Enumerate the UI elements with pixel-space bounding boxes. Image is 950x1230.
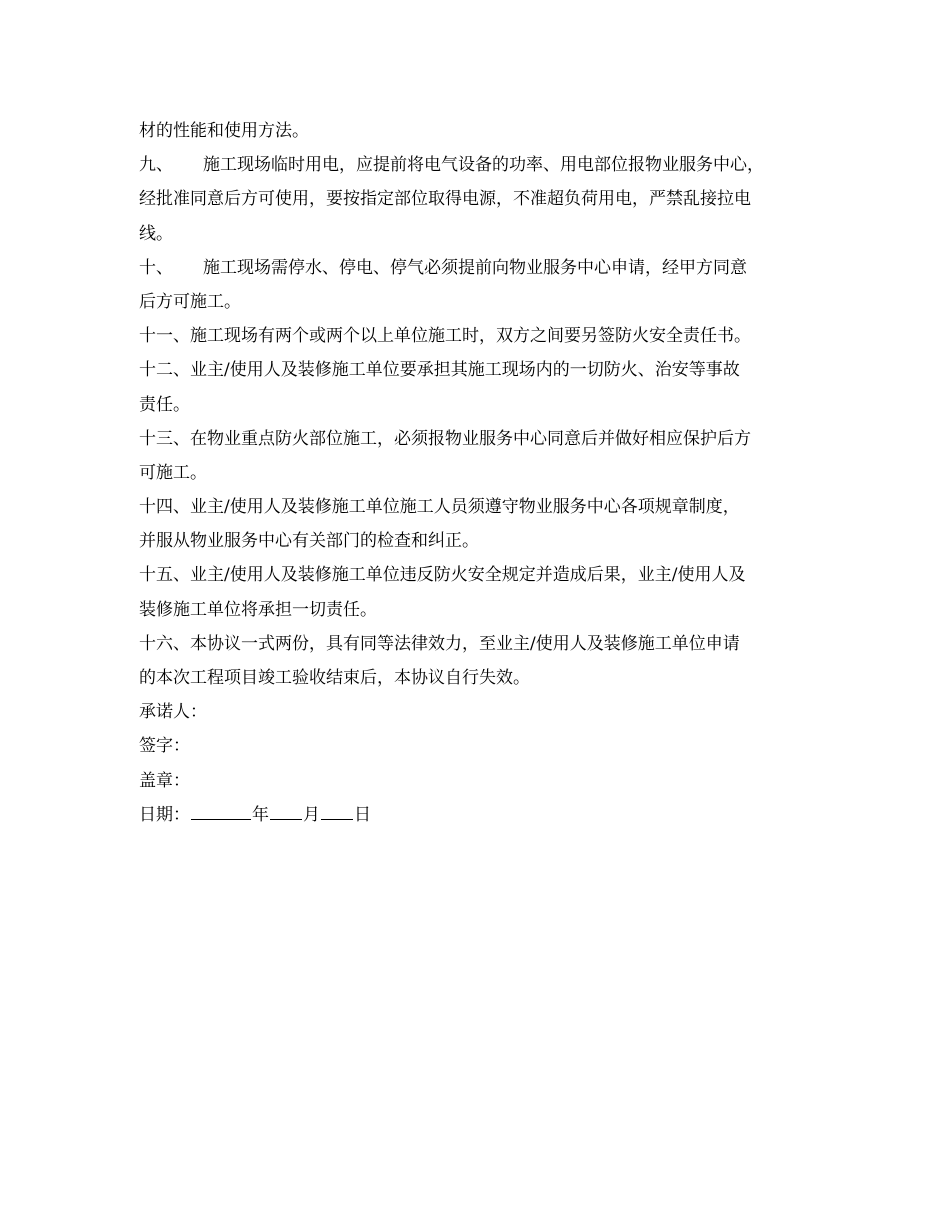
- clause-number: 九、: [139, 155, 173, 176]
- text-line: 线。: [139, 223, 173, 244]
- text-line: 经批准同意后方可使用，要按指定部位取得电源，不准超负荷用电，严禁乱接拉电: [139, 189, 751, 210]
- clause-10: [139, 251, 829, 285]
- clause-16: 十六、本协议一式两份，具有同等法律效力，至业主/使用人及装修施工单位申请: [139, 633, 740, 654]
- clause-9: [139, 148, 829, 182]
- clause-15: 十五、业主/使用人及装修施工单位违反防火安全规定并造成后果，业主/使用人及: [139, 565, 746, 586]
- clause-number: 十、: [139, 257, 173, 278]
- sign-label: 签字：: [139, 736, 190, 757]
- month-label: 月: [303, 804, 320, 825]
- clause-text: 施工现场临时用电，应提前将电气设备的功率、用电部位报物业服务中心，: [203, 155, 764, 176]
- text-line: 并服从物业服务中心有关部门的检查和纠正。: [139, 531, 479, 552]
- clause-12: 十二、业主/使用人及装修施工单位要承担其施工现场内的一切防火、治安等事故: [139, 360, 740, 381]
- year-label: 年: [252, 804, 269, 825]
- text-line: 后方可施工。: [139, 291, 241, 312]
- clause-11: 十一、施工现场有两个或两个以上单位施工时，双方之间要另签防火安全责任书。: [139, 326, 751, 347]
- clause-text: 施工现场需停水、停电、停气必须提前向物业服务中心申请，经甲方同意: [203, 257, 747, 278]
- text-line: 的本次工程项目竣工验收结束后，本协议自行失效。: [139, 668, 530, 688]
- promisor-label: 承诺人：: [139, 702, 207, 723]
- text-line: 装修施工单位将承担一切责任。: [139, 599, 377, 620]
- seal-label: 盖章：: [139, 770, 190, 791]
- text-line: 可施工。: [139, 462, 207, 483]
- clause-14: 十四、业主/使用人及装修施工单位施工人员须遵守物业服务中心各项规章制度，: [139, 497, 740, 518]
- date-label: 日期：: [139, 804, 190, 825]
- day-label: 日: [354, 804, 371, 825]
- text-line: 材的性能和使用方法。: [139, 121, 309, 141]
- clause-13: 十三、在物业重点防火部位施工，必须报物业服务中心同意后并做好相应保护后方: [139, 428, 751, 449]
- text-line: 责任。: [139, 394, 190, 415]
- document-page: [139, 114, 829, 832]
- month-blank[interactable]: [270, 805, 302, 820]
- date-line: [139, 798, 829, 832]
- day-blank[interactable]: [321, 805, 353, 820]
- year-blank[interactable]: [191, 805, 251, 820]
